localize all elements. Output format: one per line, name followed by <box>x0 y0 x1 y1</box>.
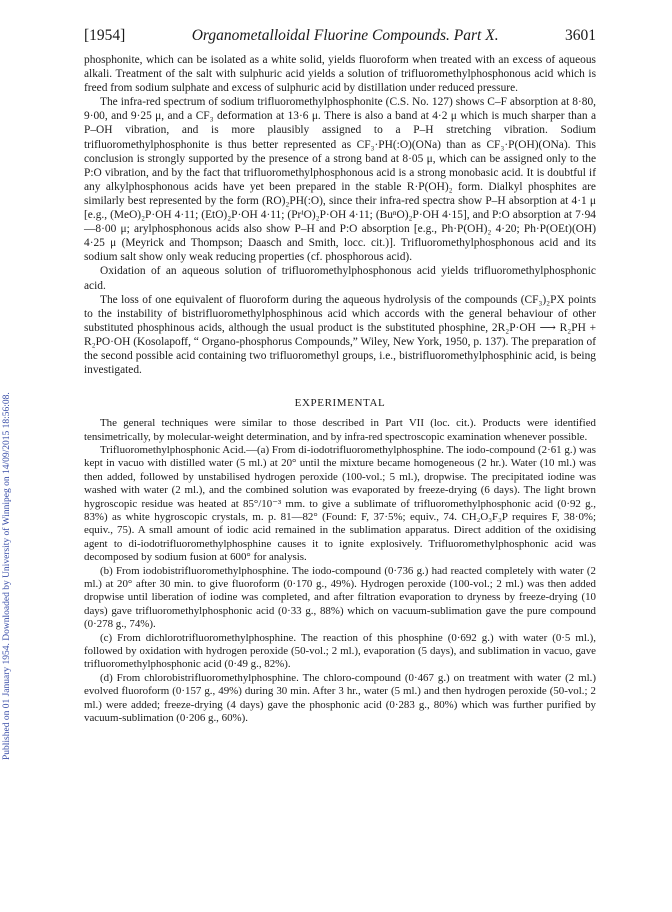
experimental-paragraph: The general techniques were similar to those described in Part VII (loc. cit.). Products were identified tensimetrically, by molecular-weight determination, and by infra-red spectroscopic examination whenever possible. <box>84 417 596 443</box>
body-paragraph: The loss of one equivalent of fluoroform during the aqueous hydrolysis of the compounds (CF₃)₂PX points to the instability of bistrifluoromethylphosphinous acid which accords with the general behaviour of other substituted phosphinous acids, although the usual product is the substituted phosphine, 2R₂P·OH ⟶ R₂PH + R₂PO·OH (Kosolapoff, “ Organo-phosphorus Compounds,” Wiley, New York, 1950, p. 137). The preparation of the second possible acid containing two trifluoromethyl groups, i.e., bistrifluoromethylphosphinic acid, is being investigated. <box>84 293 596 377</box>
experimental-section <box>84 417 596 725</box>
section-heading-experimental: EXPERIMENTAL <box>294 397 386 410</box>
experimental-paragraph: Trifluoromethylphosphonic Acid.—(a) From di-iodotrifluoromethylphosphine. The iodo-compound (2·61 g.) was kept in vacuo with distilled water (5 ml.) at 20° until the mixture became homogeneous (2 hr.). Water (10 ml.) was then added, followed by unstabilised hydrogen peroxide (100-vol.; 5 ml.), dropwise. The precipitated iodine was washed with water (2 ml.), and the combined solution was evaporated by freeze-drying (6 days). The light brown hygroscopic residue was heated at 85°/10⁻³ mm. to give a sublimate of trifluoromethylphosphonic acid (0·92 g., 83%) as white hygroscopic crystals, m. p. 81—82° (Found: F, 37·5%; equiv., 74. CH₂O₃F₃P requires F, 38·0%; equiv., 75). A small amount of iodic acid remained in the sublimation apparatus. Direct addition of the oxidising agent to di-iodotrifluoromethylphosphine causes it to ignite explosively. Trifluoromethylphosphonic acid was decomposed by sodium fusion at 600° for analysis. <box>84 443 596 564</box>
download-notice-sidebar <box>2 120 20 760</box>
experimental-paragraph: (b) From iodobistrifluoromethylphosphine. The iodo-compound (0·736 g.) had reacted completely with water (2 ml.) at 20° after 30 min. to give fluoroform (0·170 g., 49%). Hydrogen peroxide (100-vol.; 2 ml.) was then added dropwise until liberation of iodine was completed, and after filtration evaporation to dryness by freeze-drying (10 days) gave trifluoromethylphosphonic acid (0·33 g., 88%) which on vacuum-sublimation gave the pure compound (0·278 g., 74%). <box>84 564 596 631</box>
body-paragraph: The infra-red spectrum of sodium trifluoromethylphosphonite (C.S. No. 127) shows C–F absorption at 8·80, 9·00, and 9·25 μ, and a CF₃ deformation at 13·6 μ. There is also a band at 4·2 μ which is much sharper than a P–OH vibration, and is more plausibly assigned to a P–H stretching vibration. Sodium trifluoromethylphosphonite is thus better represented as CF₃·PH(:O)(ONa) than as CF₃·P(OH)(ONa). This conclusion is strongly supported by the presence of a strong band at 8·05 μ, which can be assigned only to the P:O vibration, and by the fact that trifluoromethylphosphonous acid is a strong monobasic acid. It is doubtful if any alkylphosphonous acids have yet been prepared in the stable R·P(OH)₂ form. Dialkyl phosphites are similarly best represented by the form (RO)₂PH(:O), since their infra-red spectra show P–H absorption at 4·1 μ [e.g., (MeO)₂P·OH 4·11; (EtO)₂P·OH 4·11; (PrⁱO)₂P·OH 4·11; (BuⁿO)₂P·OH 4·15], and P:O absorption at 7·94—8·00 μ; arylphosphonous acids also show P–H and P:O absorption [e.g., Ph·P(OH)₂ 4·20; Ph·P(OEt)(OH) 4·25 μ (Meyrick and Thompson; Daasch and Smith, locc. cit.)]. Trifluoromethylphosphonous acid and its sodium salt show only weak reducing properties (cf. phosphorous acid). <box>84 96 596 264</box>
header-title: Organometalloidal Fluorine Compounds. Part X. <box>191 27 499 44</box>
experimental-paragraph: (d) From chlorobistrifluoromethylphosphine. The chloro-compound (0·467 g.) on treatment with water (2 ml.) evolved fluoroform (0·157 g., 49%) during 30 min. After 3 hr., water (5 ml.) and then hydrogen peroxide (50-vol.; 2 ml.) were added; freeze-drying (4 days) gave the phosphonic acid (0·283 g., 80%) which was further purified by vacuum-sublimation (0·206 g., 60%). <box>84 671 596 725</box>
header-year: [1954] <box>84 27 126 44</box>
body-paragraph: Oxidation of an aqueous solution of trifluoromethylphosphonous acid yields trifluoromethylphosphonic acid. <box>84 265 596 292</box>
running-header <box>84 27 596 45</box>
journal-page <box>84 27 596 726</box>
experimental-paragraph: (c) From dichlorotrifluoromethylphosphine. The reaction of this phosphine (0·692 g.) with water (0·5 ml.), followed by oxidation with hydrogen peroxide (50-vol.; 2 ml.), evaporation (5 days), and sublimation in vacuo, gave trifluoromethylphosphonic acid (0·49 g., 82%). <box>84 631 596 671</box>
body-paragraph: phosphonite, which can be isolated as a white solid, yields fluoroform when treated with an excess of aqueous alkali. Treatment of the salt with sulphuric acid yields a solution of trifluoromethylphosphonous acid which is freed from sodium sulphate and excess of sulphuric acid by distillation under reduced pressure. <box>84 54 596 95</box>
header-page-number: 3601 <box>564 27 596 44</box>
download-notice-text: Published on 01 January 1954. Downloaded by University of Winnipeg on 14/09/2015 18:56:08. <box>2 392 12 760</box>
discussion-section <box>84 53 596 377</box>
